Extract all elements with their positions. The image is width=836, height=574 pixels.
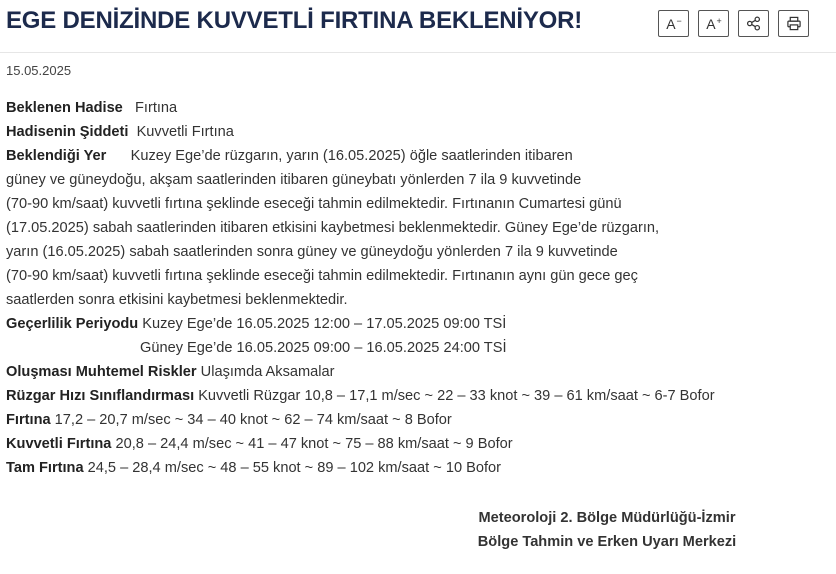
riskler-label: Oluşması Muhtemel Riskler <box>6 364 197 380</box>
hadise-row <box>6 96 826 120</box>
yer-text-line: yarın (16.05.2025) sabah saatlerinden sonra güney ve güneydoğu yönlerden 7 ila 9 kuvvetinde <box>6 244 618 260</box>
siniflandirma-label: Rüzgar Hızı Sınıflandırması <box>6 388 195 404</box>
article-header <box>0 0 836 53</box>
siddet-value: Kuvvetli Fırtına <box>136 124 234 140</box>
yer-text-line: Kuzey Ege’de rüzgarın, yarın (16.05.2025) öğle saatlerinden itibaren <box>130 148 573 164</box>
print-button[interactable] <box>778 10 809 37</box>
firtina-value: 17,2 – 20,7 m/sec ~ 34 – 40 knot ~ 62 – 74 km/saat ~ 8 Bofor <box>54 412 452 428</box>
tam-firtina-label: Tam Fırtına <box>6 460 84 476</box>
share-button[interactable] <box>738 10 769 37</box>
minus-icon: − <box>676 15 682 26</box>
font-decrease-button[interactable] <box>658 10 689 37</box>
article-date: 15.05.2025 <box>6 63 72 78</box>
riskler-row <box>6 360 826 384</box>
gecerlilik-value-2: Güney Ege’de 16.05.2025 09:00 – 16.05.2025 24:00 TSİ <box>140 340 507 356</box>
yer-label: Beklendiği Yer <box>6 148 107 164</box>
hadise-label: Beklenen Hadise <box>6 100 123 116</box>
firtina-row <box>6 408 826 432</box>
siniflandirma-value: Kuvvetli Rüzgar 10,8 – 17,1 m/sec ~ 22 – 33 knot ~ 39 – 61 km/saat ~ 6-7 Bofor <box>198 388 715 404</box>
riskler-value: Ulaşımda Aksamalar <box>200 364 335 380</box>
yer-text-line: güney ve güneydoğu, akşam saatlerinden itibaren güneybatı yönlerden 7 ila 9 kuvvetinde <box>6 172 582 188</box>
signature-line-2: Bölge Tahmin ve Erken Uyarı Merkezi <box>477 534 737 550</box>
share-icon <box>746 16 761 31</box>
kuvvetli-firtina-label: Kuvvetli Fırtına <box>6 436 112 452</box>
siddet-row <box>6 120 826 144</box>
print-icon <box>786 16 802 31</box>
article-body <box>6 96 826 480</box>
signature-block <box>440 506 774 554</box>
firtina-label: Fırtına <box>6 412 51 428</box>
yer-row <box>6 144 826 168</box>
tam-firtina-value: 24,5 – 28,4 m/sec ~ 48 – 55 knot ~ 89 – 102 km/saat ~ 10 Bofor <box>87 460 501 476</box>
font-decrease-label: A <box>666 15 676 32</box>
siniflandirma-row <box>6 384 826 408</box>
article-toolbar <box>658 10 809 37</box>
article-title: EGE DENİZİNDE KUVVETLİ FIRTINA BEKLENİYOR! <box>6 7 583 34</box>
hadise-value: Fırtına <box>134 100 178 116</box>
plus-icon: + <box>716 15 722 26</box>
yer-text-line: saatlerden sonra etkisini kaybetmesi beklenmektedir. <box>6 292 348 308</box>
kuvvetli-firtina-value: 20,8 – 24,4 m/sec ~ 41 – 47 knot ~ 75 – 88 km/saat ~ 9 Bofor <box>115 436 513 452</box>
font-increase-label: A <box>706 15 716 32</box>
signature-line-1: Meteoroloji 2. Bölge Müdürlüğü-İzmir <box>478 510 736 526</box>
yer-text-line: (70-90 km/saat) kuvvetli fırtına şeklinde eseceği tahmin edilmektedir. Fırtınanın aynı gün gece geç <box>6 268 638 284</box>
yer-text-line: (70-90 km/saat) kuvvetli fırtına şeklinde eseceği tahmin edilmektedir. Fırtınanın Cumartesi günü <box>6 196 622 212</box>
yer-text-line: (17.05.2025) sabah saatlerinden itibaren etkisini kaybetmesi beklenmektedir. Güney Ege’de rüzgarın, <box>6 220 660 236</box>
font-increase-button[interactable] <box>698 10 729 37</box>
siddet-label: Hadisenin Şiddeti <box>6 124 129 140</box>
kuvvetli-firtina-row <box>6 432 826 456</box>
gecerlilik-label: Geçerlilik Periyodu <box>6 316 139 332</box>
gecerlilik-value: Kuzey Ege’de 16.05.2025 12:00 – 17.05.2025 09:00 TSİ <box>142 316 507 332</box>
gecerlilik-row <box>6 312 826 336</box>
tam-firtina-row <box>6 456 826 480</box>
